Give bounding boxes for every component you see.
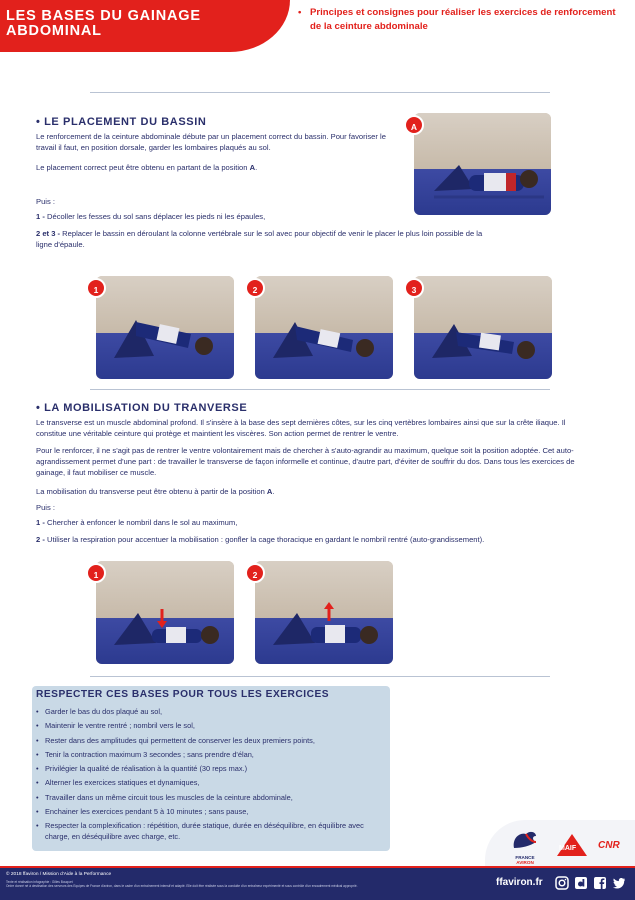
section2-step-2: 2 - Utiliser la respiration pour accentuer la mobilisation : gonfler la cage thoracique en gardant le nombril rentré (auto-grandissement).	[36, 535, 485, 544]
list-item: • Alterner les exercices statiques et dynamiques,	[36, 778, 386, 789]
cnr-logo: CNR	[598, 840, 620, 851]
badge-transverse-1: 1	[86, 563, 106, 583]
dailymotion-icon[interactable]	[574, 876, 588, 890]
section1-puis: Puis :	[36, 197, 55, 206]
site-link[interactable]: ffaviron.fr	[496, 877, 543, 888]
athlete-figure	[96, 276, 234, 379]
section2-paragraph-2: Pour le renforcer, il ne s'agit pas de rentrer le ventre volontairement mais de chercher à s'auto-agrandir au maximum, quelque soit la position adoptée. Cet auto-agrandissement permet d'une part : de travailler le transverse de façon informelle et continue, d'autre part, d'éviter de souffrir du dos. Dans tous les exercices de gainage, il faut mobiliser ce muscle.	[36, 446, 575, 477]
section-title-transverse: • LA MOBILISATION DU TRANVERSE	[36, 402, 248, 414]
photo-step-3	[414, 276, 552, 379]
badge-step-1: 1	[86, 278, 106, 298]
page-subtitle	[298, 6, 618, 34]
photo-transverse-1	[96, 561, 234, 664]
athlete-figure	[96, 561, 234, 664]
section2-paragraph-1: Le transverse est un muscle abdominal profond. Il s'insère à la base des sept dernières côtes, sur les cinq vertèbres lombaires ainsi que sur la crête iliaque. Il constitue une véritable ceinture qui protège et maintient les viscères. Son action permet de rentrer le ventre.	[36, 418, 566, 438]
list-item: • Privilégier la qualité de réalisation à la quantité (30 reps max.)	[36, 764, 386, 775]
photo-position-a	[414, 113, 551, 215]
instagram-icon[interactable]	[555, 876, 569, 890]
list-item: • Rester dans des amplitudes qui permettent de conserver les deux premiers points,	[36, 736, 386, 747]
divider	[90, 389, 550, 390]
footer-legal: Texte et réalisation infographie : Gilles Bouquet Ordre donné né à destination des serveurs des Equipes de France d'aviron, dans le cadre d'un entraînement intensif et adapté. Elle doit être réalisée sous la conduite d'un entraîneur expérimenté et sous contrôle d'un encadrement médical approprié.	[6, 880, 358, 888]
twitter-icon[interactable]	[612, 876, 626, 890]
photo-step-1	[96, 276, 234, 379]
badge-step-3: 3	[404, 278, 424, 298]
footer-accent	[0, 866, 635, 868]
section1-paragraph-1: Le renforcement de la ceinture abdominale débute par un placement correct du bassin. Pour favoriser le travail il faut, en position dorsale, garder les lombaires plaqués au sol.	[36, 132, 386, 152]
list-item: • Enchainer les exercices pendant 5 à 10 minutes ; sans pause,	[36, 807, 386, 818]
rooster-icon	[506, 828, 544, 850]
section2-paragraph-3: La mobilisation du transverse peut être obtenu à partir de la position A.	[36, 487, 275, 496]
divider	[90, 92, 550, 93]
photo-step-2	[255, 276, 393, 379]
list-item: • Garder le bas du dos plaqué au sol,	[36, 707, 386, 718]
facebook-icon[interactable]	[593, 876, 607, 890]
section1-step-2: 2 et 3 - Replacer le bassin en déroulant la colonne vertébrale sur le sol avec pour objectif de venir le placer le plus loin possible de la ligne d'épaule.	[36, 229, 483, 249]
france-aviron-logo: FRANCE AVIRON	[506, 828, 544, 864]
subtitle-bullet: •	[298, 7, 302, 18]
page-title: LES BASES DU GAINAGE ABDOMINAL	[6, 8, 201, 39]
badge-step-2: 2	[245, 278, 265, 298]
athlete-figure	[255, 276, 393, 379]
list-item: • Respecter la complexification : répétition, durée statique, durée en déséquilibre, en équilibre avec charge, en déséquilibre avec charge, etc.	[36, 821, 386, 843]
rules-list	[36, 707, 386, 846]
rules-title: RESPECTER CES BASES POUR TOUS LES EXERCICES	[36, 689, 330, 700]
athlete-figure	[414, 276, 552, 379]
subtitle-text: Principes et consignes pour réaliser les exercices de renforcement de la ceinture abdominale	[310, 7, 616, 32]
badge-transverse-2: 2	[245, 563, 265, 583]
section2-step-1: 1 - Chercher à enfoncer le nombril dans le sol au maximum,	[36, 518, 238, 527]
section2-puis: Puis :	[36, 503, 55, 512]
badge-a: A	[404, 115, 424, 135]
section1-paragraph-2: Le placement correct peut être obtenu en partant de la position A.	[36, 163, 258, 172]
list-item: • Maintenir le ventre rentré ; nombril vers le sol,	[36, 721, 386, 732]
list-item: • Travailler dans un même circuit tous les muscles de la ceinture abdominale,	[36, 793, 386, 804]
maif-logo: MAIF	[555, 832, 589, 858]
athlete-figure	[255, 561, 393, 664]
section-title-placement: • LE PLACEMENT DU BASSIN	[36, 116, 207, 128]
athlete-figure	[414, 113, 551, 215]
section1-step-1: 1 - Décoller les fesses du sol sans déplacer les pieds ni les épaules,	[36, 212, 266, 221]
rules-box	[32, 686, 390, 851]
photo-transverse-2	[255, 561, 393, 664]
divider	[90, 676, 550, 677]
footer-copyright: © 2018 ffaviron / Mission d'Aide à la Performance	[6, 872, 112, 877]
list-item: • Tenir la contraction maximum 3 secondes ; sans prendre d'élan,	[36, 750, 386, 761]
